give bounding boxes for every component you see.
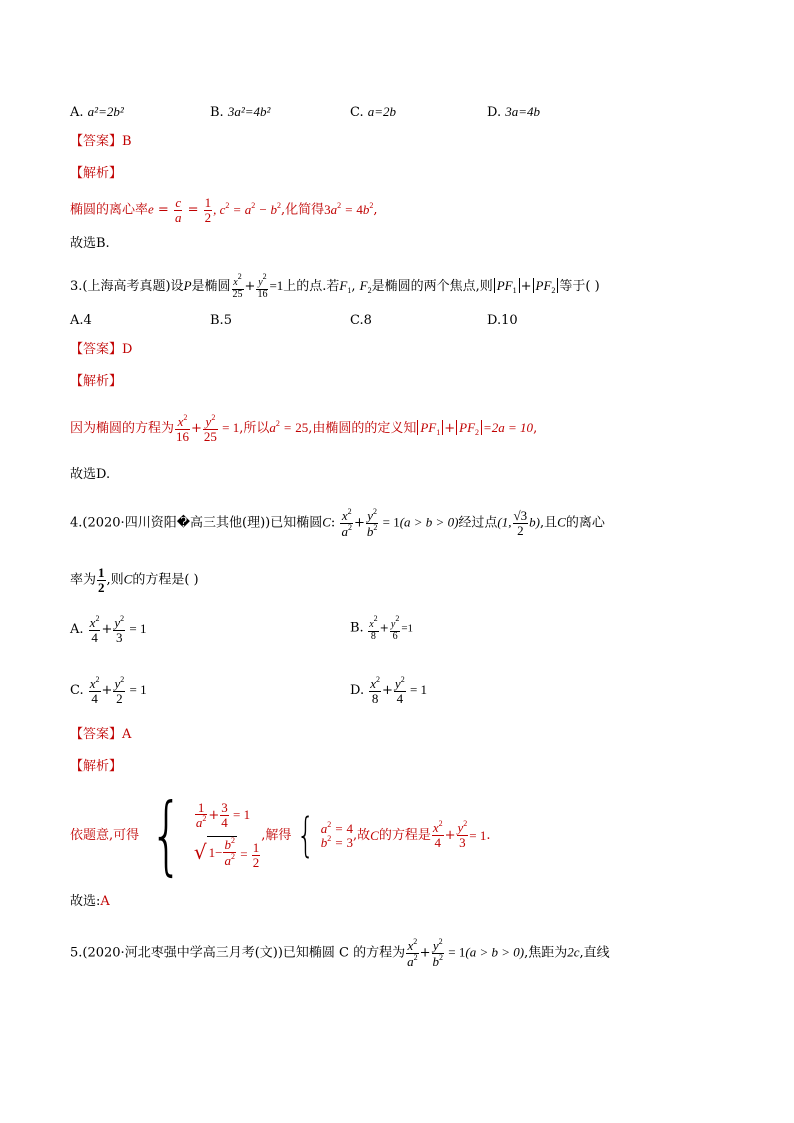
q2-option-a: A. a²=2b² xyxy=(70,104,124,120)
frac-x2-25: $\frac{x^2}{25}$ xyxy=(232,272,243,300)
q5-stem: 5.(2020·河北枣强中学高三月考(文))已知椭圆 C 的方程为 $\frac{x^2}{a^2}$ + $\frac{y^2}{b^2}$ = 1(a > b > 0),焦距为2c,直线 xyxy=(70,937,610,969)
q4-option-a: A. $\frac{x^2}{4}$ + $\frac{y^2}{3}$ = 1 xyxy=(70,614,147,645)
q4-analysis: 依题意,可得 { $\frac{1}{a^2}$ + $\frac{3}{4}$ = 1 √ 1− $\frac{b^2}{a^2}$ = $\frac{1}{2}$ ,解得 { $a^2 = 4$ $b^2 = 3$ ,故 C 的方程是 $\frac{x^2}{4}$ + $\frac{y^2}{3}$ = 1 . xyxy=(70,785,491,885)
q4-answer: 【答案】A xyxy=(70,727,132,742)
q4-option-b: B. $\frac{x^2}{8}$ + $\frac{y^2}{6}$ =1 xyxy=(350,614,414,642)
q2-analysis: 椭圆的离心率e = $\frac{c}{a}$ = $\frac{1}{2}$ , $c^2 = a^2 - b^2$,化简得$3a^2 = 4b^2$, xyxy=(70,195,378,225)
frac-x2-16: $\frac{x^2}{16}$ xyxy=(176,413,190,444)
q3-analysis: 因为椭圆的方程为 $\frac{x^2}{16}$ + $\frac{y^2}{25}$ = 1,所以$a^2 = 25$,由椭圆的的定义知 $PF_1 + PF_2 =2a = 10$, xyxy=(70,413,538,444)
q4-option-c: C. $\frac{x^2}{4}$ + $\frac{y^2}{2}$ = 1 xyxy=(70,675,147,706)
frac-one-half-bold: $\frac{1}{2}$ xyxy=(98,565,105,595)
q3-stem: 3.(上海高考真题)设P是椭圆 $\frac{x^2}{25}$ + $\frac{y^2}{16}$ =1上的点.若$F_1$, $F_2$是椭圆的两个焦点,则 $PF_1 + PF_2$ 等于( ) xyxy=(70,272,600,300)
q3-option-d: D.10 xyxy=(487,313,518,328)
q2-conclusion: 故选B. xyxy=(70,236,110,251)
q4-stem-line1: 4.(2020·四川资阳�高三其他(理))已知椭圆C: $\frac{x^2}{a^2}$ + $\frac{y^2}{b^2}$ = 1(a > b > 0)经过点(1, $\frac{√3}{2}$ b),且C的离心 xyxy=(70,507,605,539)
q3-option-a: A.4 xyxy=(70,313,92,328)
equation-system-1: { $\frac{1}{a^2}$ + $\frac{3}{4}$ = 1 √ 1− $\frac{b^2}{a^2}$ = $\frac{1}{2}$ xyxy=(150,785,260,885)
q3-answer: 【答案】D xyxy=(70,342,133,357)
q2-option-c: C. a=2b xyxy=(350,104,397,120)
equation-system-2: { $a^2 = 4$ $b^2 = 3$ xyxy=(297,808,353,862)
frac-sqrt3-over-2: $\frac{√3}{2}$ xyxy=(513,508,528,538)
frac-one-half: $\frac{1}{2}$ xyxy=(204,195,212,225)
q3-analysis-label: 【解析】 xyxy=(70,374,123,389)
frac-y2-16: $\frac{y^2}{16}$ xyxy=(257,272,268,300)
q3-option-b: B.5 xyxy=(210,313,232,328)
q4-stem-line2: 率为 $\frac{1}{2}$ ,则C的方程是( ) xyxy=(70,565,199,595)
q3-option-c: C.8 xyxy=(350,313,372,328)
frac-c-over-a: $\frac{c}{a}$ xyxy=(174,195,182,225)
frac-y2-b2: $\frac{y^2}{b^2}$ xyxy=(366,507,378,539)
q2-option-b: B. 3a²=4b² xyxy=(210,104,271,120)
q3-conclusion: 故选D. xyxy=(70,467,111,482)
q2-option-d: D. 3a=4b xyxy=(487,104,541,120)
frac-x2-a2: $\frac{x^2}{a^2}$ xyxy=(341,507,352,539)
q4-analysis-label: 【解析】 xyxy=(70,759,123,774)
q4-option-d: D. $\frac{x^2}{8}$ + $\frac{y^2}{4}$ = 1 xyxy=(350,675,428,706)
q4-conclusion: 故选:A xyxy=(70,894,110,909)
q2-answer: 【答案】B xyxy=(70,134,132,149)
q2-analysis-label: 【解析】 xyxy=(70,166,123,181)
frac-y2-25: $\frac{y^2}{25}$ xyxy=(203,413,217,444)
